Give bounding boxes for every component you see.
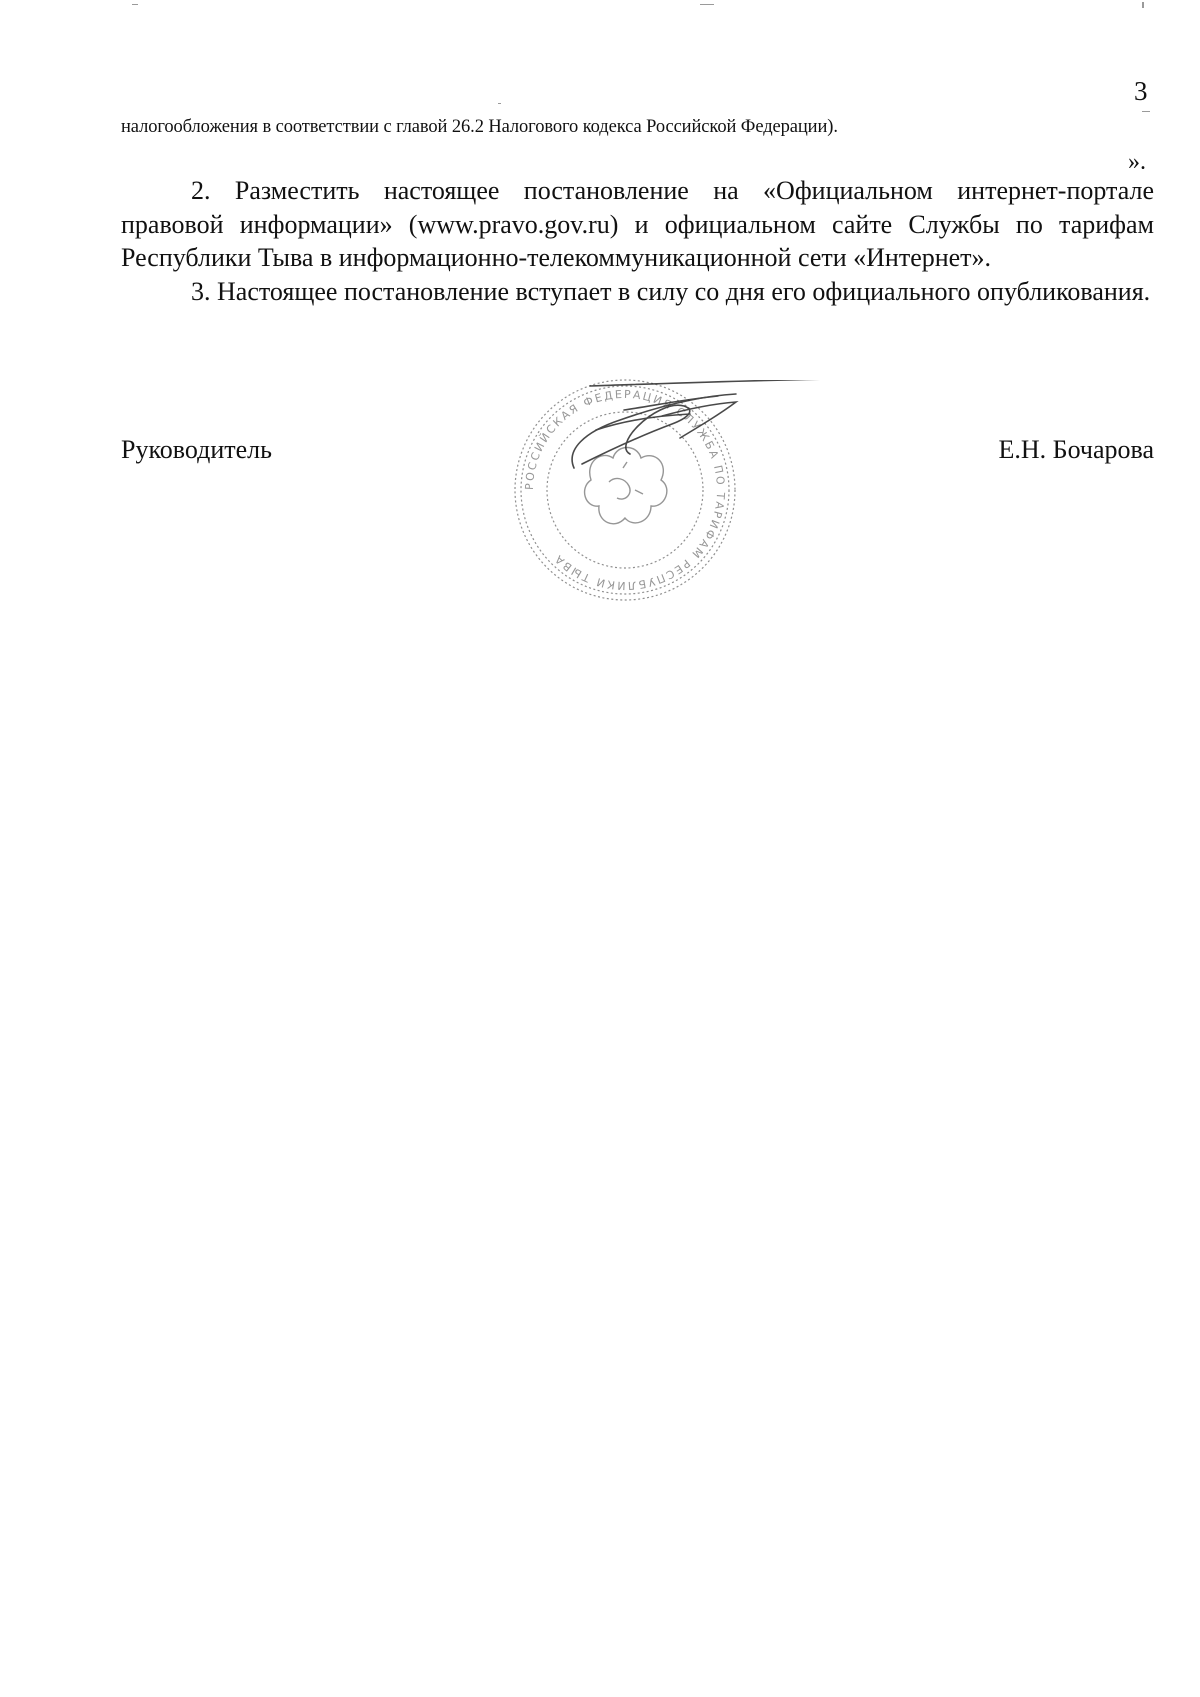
- signer-name: Е.Н. Бочарова: [998, 435, 1154, 464]
- paragraph-2-number: 2.: [191, 176, 211, 205]
- scan-speck: [1142, 2, 1144, 8]
- handwritten-signature: [560, 380, 850, 490]
- scan-speck: [498, 103, 501, 104]
- closing-quote: ».: [1128, 149, 1146, 175]
- signer-title: Руководитель: [121, 435, 272, 464]
- paragraph-3-text: Настоящее постановление вступает в силу со дня его официального опубликования.: [217, 277, 1151, 306]
- paragraph-3: [121, 275, 1154, 309]
- scan-speck: [1142, 111, 1150, 112]
- paragraph-3-number: 3.: [191, 277, 211, 306]
- scan-speck: [700, 4, 714, 5]
- seal-ring-text: РОССИЙСКАЯ ФЕДЕРАЦИЯ СЛУЖБА ПО ТАРИФАМ РЕСПУБЛИКИ ТЫВА: [522, 387, 728, 593]
- paragraph-2: [121, 174, 1154, 275]
- scan-speck: [132, 4, 138, 5]
- paragraph-2-text: Разместить настоящее постановление на «Официальном интернет-портале правовой информации» (www.pravo.gov.ru) и официальном сайте Службы по тарифам Республики Тыва в информационно-телекоммуникационной сети «Интернет».: [121, 176, 1154, 272]
- intro-line: налогообложения в соответствии с главой 26.2 Налогового кодекса Российской Федерации).: [121, 117, 838, 137]
- page-number: 3: [1134, 76, 1148, 106]
